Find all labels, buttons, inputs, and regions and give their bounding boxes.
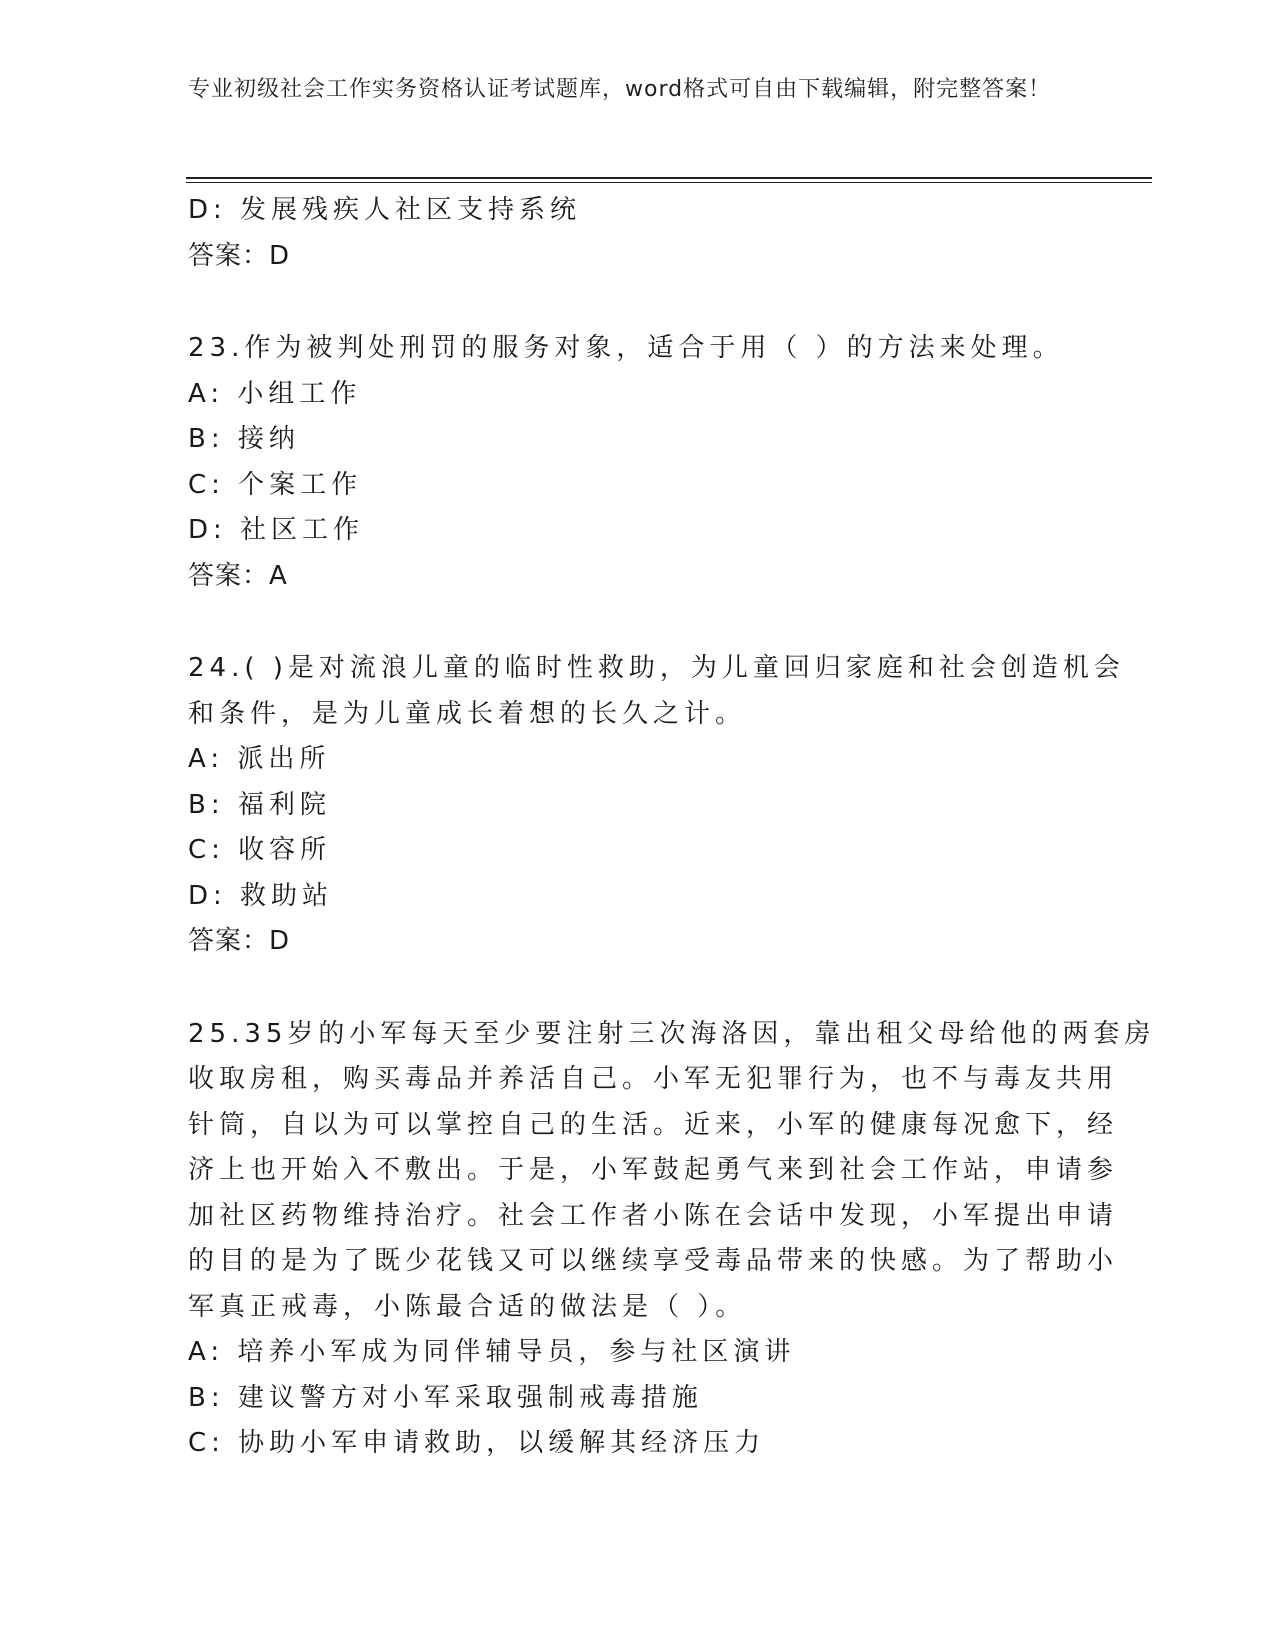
option-a: A: 小组工作 — [188, 378, 362, 409]
option-d: D: 社区工作 — [188, 515, 365, 545]
question-stem: 25.35岁的小军每天至少要注射三次海洛因，靠出租父母给他的两套房 — [188, 1018, 1156, 1049]
header-rule-thick — [186, 177, 1152, 179]
option-b: B: 接纳 — [188, 424, 300, 454]
question-stem: 24.( )是对流浪儿童的临时性救助，为儿童回归家庭和社会创造机会 — [188, 653, 1125, 683]
question-block-25 — [188, 1012, 1156, 1467]
option-a: A: 派出所 — [188, 744, 331, 774]
option-c: C: 个案工作 — [188, 469, 363, 500]
question-stem: 针筒，自以为可以掌控自己的生活。近来，小军的健康每况愈下，经 — [188, 1109, 1119, 1140]
spacer — [188, 965, 1088, 1012]
option-b: B: 福利院 — [188, 789, 331, 820]
option-c: C: 协助小军申请救助，以缓解其经济压力 — [188, 1428, 766, 1458]
option-a: A: 培养小军成为同伴辅导员，参与社区演讲 — [188, 1337, 796, 1367]
option-b: B: 建议警方对小军采取强制戒毒措施 — [188, 1382, 703, 1413]
question-stem: 的目的是为了既少花钱又可以继续享受毒品带来的快感。为了帮助小 — [188, 1246, 1119, 1276]
question-content — [188, 188, 1156, 1467]
spacer — [188, 599, 1088, 646]
question-stem: 和条件，是为儿童成长着想的长久之计。 — [188, 698, 747, 729]
option-d: D: 救助站 — [188, 880, 334, 911]
question-stem: 收取房租，购买毒品并养活自己。小军无犯罪行为，也不与毒友共用 — [188, 1064, 1119, 1094]
option-d: D: 发展残疾人社区支持系统 — [188, 195, 582, 225]
document-header: 专业初级社会工作实务资格认证考试题库，word格式可自由下载编辑，附完整答案！ — [188, 77, 1052, 102]
question-stem: 济上也开始入不敷出。于是，小军鼓起勇气来到社会工作站，申请参 — [188, 1155, 1119, 1185]
question-stem: 23.作为被判处刑罚的服务对象，适合于用（ ）的方法来处理。 — [188, 333, 1064, 363]
question-stem: 加社区药物维持治疗。社会工作者小陈在会话中发现，小军提出申请 — [188, 1200, 1119, 1231]
question-block-24 — [188, 646, 1125, 965]
option-c: C: 收容所 — [188, 835, 332, 865]
question-stem: 军真正戒毒，小陈最合适的做法是（ ）。 — [188, 1291, 747, 1322]
answer-line: 答案：D — [188, 926, 291, 956]
question-block-23 — [188, 326, 1088, 599]
answer-line: 答案：D — [188, 240, 291, 271]
header-rule-thin — [186, 182, 1152, 183]
answer-line: 答案：A — [188, 560, 288, 591]
spacer — [188, 279, 1088, 326]
